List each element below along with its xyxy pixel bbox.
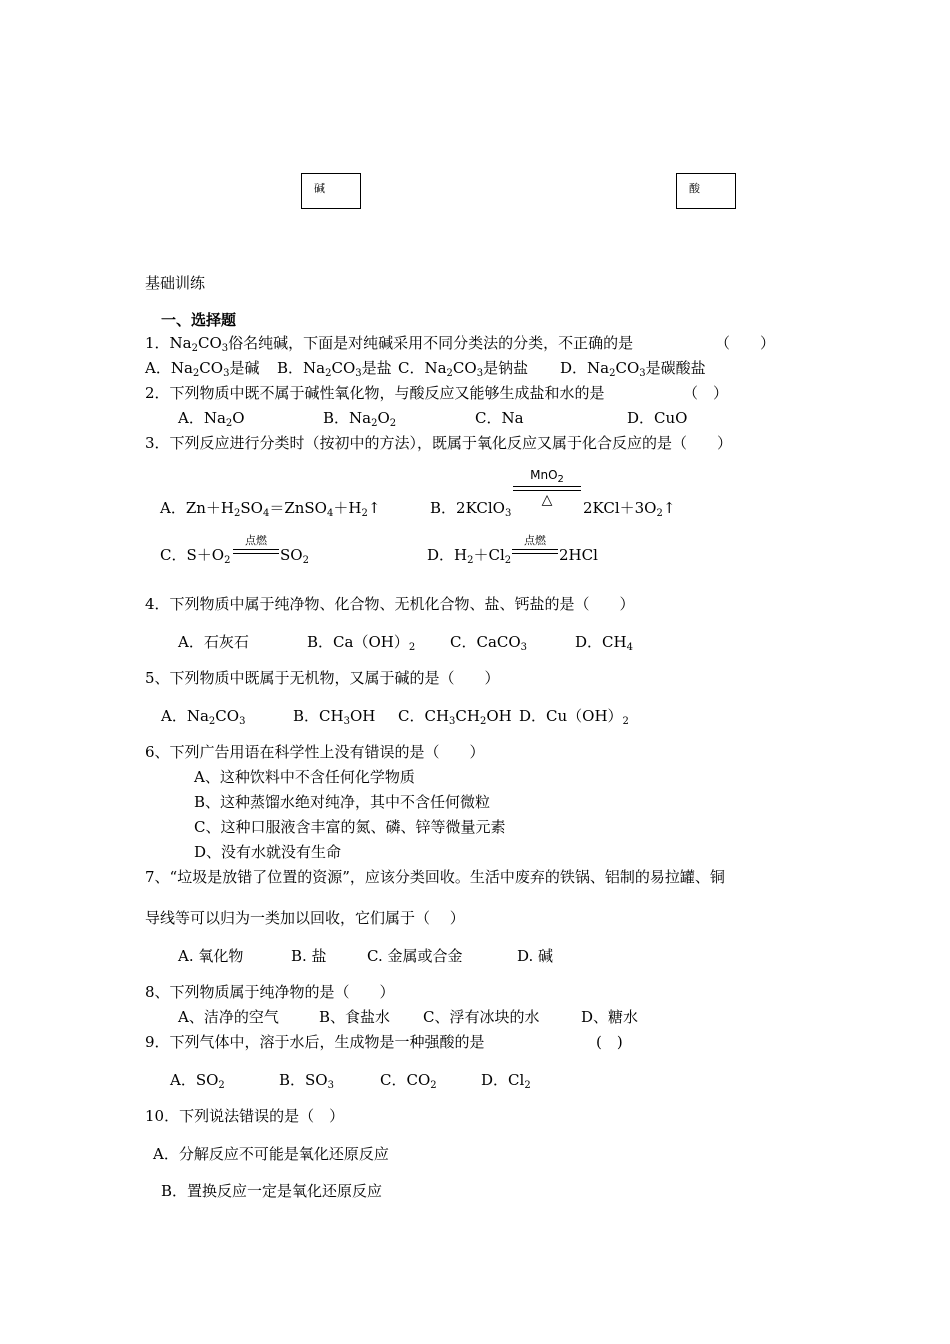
q9-option-c: C．$CO_2$ xyxy=(380,1071,437,1091)
acid-box xyxy=(676,173,736,209)
part-title: 一、选择题 xyxy=(161,311,237,329)
q4-option-a: A．石灰石 xyxy=(178,633,249,651)
q6-stem: 6、下列广告用语在科学性上没有错误的是（ ） xyxy=(145,743,485,761)
q4-option-c: C．CaCO$_3$ xyxy=(450,633,528,653)
equals-sign xyxy=(512,549,558,554)
q3-option-a: A．$Zn+H_2SO_4=ZnSO_4+H_2↑$ xyxy=(160,499,381,519)
q3-option-d-product: 2HCl xyxy=(559,546,598,564)
q2-option-c: C．Na xyxy=(475,409,524,427)
q9-option-b: B．$SO_3$ xyxy=(279,1071,334,1091)
q3-c-ignite-label: 点燃 xyxy=(245,534,267,547)
q9-paren: ( ) xyxy=(596,1033,623,1051)
q6-option-b: B、这种蒸馏水绝对纯净，其中不含任何微粒 xyxy=(194,793,491,811)
equals-sign xyxy=(233,549,279,554)
q9-option-a: A．$SO_2$ xyxy=(170,1071,225,1091)
q9-option-d: D．$Cl_2$ xyxy=(481,1071,531,1091)
q3-d-ignite-label: 点燃 xyxy=(524,534,546,547)
q3-option-b-reactant: B．2KClO$_3$ xyxy=(430,499,512,519)
alkali-box xyxy=(301,173,361,209)
q3-option-c-reactant: C．$S+O_2$ xyxy=(160,546,231,566)
q9-stem: 9．下列气体中，溶于水后，生成物是一种强酸的是 xyxy=(145,1033,485,1051)
q1-option-a: A．$Na_2CO_3$是碱 xyxy=(145,359,260,379)
q6-option-c: C、这种口服液含丰富的氮、磷、锌等微量元素 xyxy=(194,818,506,836)
q7-stem-line1: 7、“垃圾是放错了位置的资源”，应该分类回收。生活中废弃的铁锅、铝制的易拉罐、铜 xyxy=(145,868,725,886)
q8-stem: 8、下列物质属于纯净物的是（ ） xyxy=(145,983,395,1001)
q2-option-d: D．CuO xyxy=(627,409,688,427)
q1-option-b: B．$Na_2CO_3$是盐 xyxy=(277,359,392,379)
q1-paren: （ ） xyxy=(715,334,776,352)
q2-stem: 2．下列物质中既不属于碱性氧化物，与酸反应又能够生成盐和水的是 xyxy=(145,384,605,402)
q2-option-b: B．$Na_2O_2$ xyxy=(323,409,397,429)
q3-b-catalyst: MnO$_2$ xyxy=(530,468,564,485)
q10-stem: 10．下列说法错误的是（ ） xyxy=(145,1107,345,1125)
q3-stem: 3．下列反应进行分类时（按初中的方法），既属于氧化反应又属于化合反应的是（ ） xyxy=(145,434,733,452)
q10-option-a: A．分解反应不可能是氧化还原反应 xyxy=(153,1145,389,1163)
q7-option-a: A. 氧化物 xyxy=(178,947,244,965)
q4-stem: 4．下列物质中属于纯净物、化合物、无机化合物、盐、钙盐的是（ ） xyxy=(145,595,635,613)
q8-option-d: D、糖水 xyxy=(581,1008,639,1026)
q3-b-heat-symbol: △ xyxy=(541,492,553,508)
q5-option-b: B．$CH_3OH$ xyxy=(293,707,376,727)
q1-option-d: D．$Na_2CO_3$是碳酸盐 xyxy=(560,359,706,379)
q3-option-b-product: $2KCl+3O_2↑$ xyxy=(583,499,676,519)
q5-option-d: D．$Cu(OH)_2$ xyxy=(519,707,629,727)
q8-option-a: A、洁净的空气 xyxy=(178,1008,279,1026)
q4-option-b: B．$Ca(OH)_2$ xyxy=(307,633,416,653)
q2-paren: （ ） xyxy=(683,384,729,402)
alkali-label: 碱 xyxy=(314,182,325,195)
q5-stem: 5、下列物质中既属于无机物，又属于碱的是（ ） xyxy=(145,669,500,687)
q4-option-d: D．$CH_4$ xyxy=(575,633,633,653)
q7-stem-line2: 导线等可以归为一类加以回收，它们属于（ ） xyxy=(145,909,465,927)
q3-d-condition-sign xyxy=(512,532,558,562)
q3-c-condition-sign xyxy=(233,532,279,562)
q7-option-c: C. 金属或合金 xyxy=(367,947,463,965)
q5-option-c: C．$CH_3CH_2OH$ xyxy=(398,707,512,727)
q6-option-d: D、没有水就没有生命 xyxy=(194,843,342,861)
q1-option-c: C．$Na_2CO_3$是钠盐 xyxy=(398,359,529,379)
equals-sign xyxy=(513,486,581,491)
q2-option-a: A．$Na_2O$ xyxy=(178,409,245,429)
q8-option-b: B、食盐水 xyxy=(319,1008,391,1026)
acid-label: 酸 xyxy=(689,182,700,195)
q8-option-c: C、浮有冰块的水 xyxy=(423,1008,540,1026)
q3-option-d-reactant: D．$H_2+Cl_2$ xyxy=(427,546,512,566)
q7-option-d: D. 碱 xyxy=(517,947,554,965)
q6-option-a: A、这种饮料中不含任何化学物质 xyxy=(194,768,415,786)
q3-option-c-product: $SO_2$ xyxy=(280,546,309,566)
q10-option-b: B．置换反应一定是氧化还原反应 xyxy=(161,1182,383,1200)
q7-option-b: B. 盐 xyxy=(291,947,327,965)
section-title: 基础训练 xyxy=(145,274,206,292)
q3-b-condition-sign xyxy=(513,468,581,516)
q1-stem: 1．$Na_2CO_3$俗名纯碱，下面是对纯碱采用不同分类法的分类，不正确的是 xyxy=(145,334,634,354)
q5-option-a: A．$Na_2CO_3$ xyxy=(161,707,246,727)
